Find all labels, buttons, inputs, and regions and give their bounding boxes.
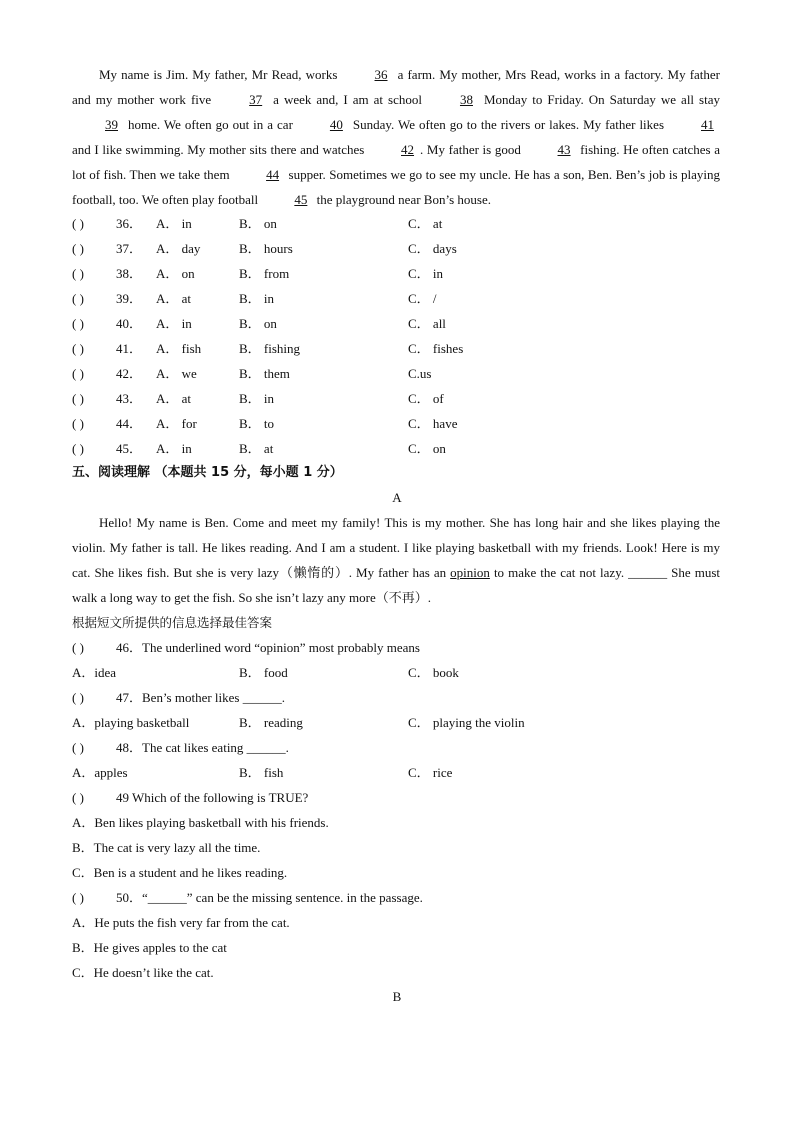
question-text: 46．The underlined word “opinion” most probably means	[116, 640, 420, 655]
blank-39: 39	[105, 117, 118, 132]
answer-blank[interactable]: ( )	[72, 416, 84, 431]
cloze-text: and I like swimming. My mother sits there and watches	[72, 142, 369, 157]
cloze-text: a farm. My mother, Mrs Read, works in a factory. My father and my mother work five	[72, 67, 720, 107]
option-b: B． reading	[239, 715, 303, 730]
question-row	[72, 311, 732, 336]
option-b: B． on	[239, 216, 277, 231]
option-a: A． at	[156, 391, 192, 406]
blank-43: 43	[557, 142, 571, 157]
question-stem	[72, 685, 732, 710]
reading-text: Hello! My name is Ben. Come and meet my family! This is my mother. She has long hair and she likes playing the violin. My father is tall. He likes reading. And I am a student. I like playing basketball with my friends. Look! Here is my cat. She likes fish. But she is very lazy（懒惰的）. My father has an	[72, 515, 720, 580]
question-row	[72, 211, 732, 236]
answer-blank[interactable]: ( )	[72, 216, 84, 231]
blank-42: 42	[401, 142, 415, 157]
question-number: 40．	[116, 316, 143, 331]
option-a: A． in	[156, 441, 192, 456]
option-c: C． book	[408, 665, 459, 680]
option-a: A． day	[156, 241, 201, 256]
blank-45: 45	[294, 192, 308, 207]
option-b: B． in	[239, 391, 275, 406]
question-number: 39．	[116, 291, 143, 306]
underlined-word: opinion	[450, 565, 490, 580]
answer-blank[interactable]: ( )	[72, 341, 84, 356]
option-b: B． fish	[239, 765, 284, 780]
question-number: 42．	[116, 366, 143, 381]
blank-40: 40	[329, 117, 343, 132]
option-c: C． rice	[408, 765, 453, 780]
option-c: C.us	[408, 366, 432, 381]
reading-passage	[72, 510, 720, 610]
option-b: B．The cat is very lazy all the time.	[72, 840, 261, 855]
blank-36: 36	[374, 67, 388, 82]
cloze-text: home. We often go out in a car	[124, 117, 297, 132]
answer-blank[interactable]: ( )	[72, 790, 84, 805]
blank-38: 38	[459, 92, 473, 107]
question-number: 44．	[116, 416, 143, 431]
option-row	[72, 910, 732, 935]
option-b: B． food	[239, 665, 288, 680]
question-row	[72, 386, 732, 411]
option-b: B． hours	[239, 241, 293, 256]
question-row	[72, 411, 732, 436]
question-stem	[72, 785, 732, 810]
answer-blank[interactable]: ( )	[72, 241, 84, 256]
question-number: 38．	[116, 266, 143, 281]
cloze-text: My name is Jim. My father, Mr Read, works	[99, 67, 342, 82]
blank-41: 41	[701, 117, 714, 132]
question-stem	[72, 635, 732, 660]
option-c: C． have	[408, 416, 458, 431]
option-a: A． in	[156, 316, 192, 331]
instruction: 根据短文所提供的信息选择最佳答案	[72, 615, 273, 630]
option-a: A． at	[156, 291, 192, 306]
question-row	[72, 336, 732, 361]
question-number: 41．	[116, 341, 143, 356]
answer-blank[interactable]: ( )	[72, 291, 84, 306]
option-b: B． in	[239, 291, 275, 306]
option-b: B． at	[239, 441, 274, 456]
reading-question-list	[72, 635, 732, 985]
question-text: 50．“______” can be the missing sentence. in the passage.	[116, 890, 423, 905]
option-row	[72, 935, 732, 960]
passage-letter-b: B	[392, 989, 402, 1004]
cloze-text: a week and, I am at school	[268, 92, 427, 107]
cloze-passage	[72, 62, 720, 212]
question-number: 43．	[116, 391, 143, 406]
question-number: 36．	[116, 216, 143, 231]
blank-37: 37	[249, 92, 263, 107]
option-row	[72, 860, 732, 885]
option-b: B． to	[239, 416, 275, 431]
question-number: 37．	[116, 241, 143, 256]
option-row	[72, 660, 732, 685]
cloze-text: supper. Sometimes we go to see my uncle. He has a son, Ben. Ben’s job is playing football, too. We often play football	[72, 167, 720, 207]
option-c: C． of	[408, 391, 444, 406]
option-a: A．apples	[72, 765, 128, 780]
option-a: A．idea	[72, 665, 117, 680]
option-a: A． for	[156, 416, 197, 431]
cloze-text: Sunday. We often go to the rivers or lakes. My father likes	[348, 117, 668, 132]
option-a: A． fish	[156, 341, 202, 356]
question-stem	[72, 735, 732, 760]
answer-blank[interactable]: ( )	[72, 640, 84, 655]
option-b: B． them	[239, 366, 290, 381]
question-number: 45．	[116, 441, 143, 456]
option-row	[72, 960, 732, 985]
answer-blank[interactable]: ( )	[72, 441, 84, 456]
cloze-text: . My father is good	[420, 142, 525, 157]
option-c: C． on	[408, 441, 446, 456]
option-c: C． at	[408, 216, 443, 231]
cloze-text: the playground near Bon’s house.	[313, 192, 491, 207]
option-c: C． /	[408, 291, 437, 306]
question-stem	[72, 885, 732, 910]
cloze-text: fishing. He often catches a lot of fish. Then we take them	[72, 142, 720, 182]
option-c: C．He doesn’t like the cat.	[72, 965, 214, 980]
option-b: B． on	[239, 316, 277, 331]
answer-blank[interactable]: ( )	[72, 391, 84, 406]
option-a: A． in	[156, 216, 192, 231]
question-row	[72, 436, 732, 461]
answer-blank[interactable]: ( )	[72, 740, 84, 755]
answer-blank[interactable]: ( )	[72, 366, 84, 381]
answer-blank[interactable]: ( )	[72, 316, 84, 331]
question-row	[72, 361, 732, 386]
option-row	[72, 710, 732, 735]
question-text: 47．Ben’s mother likes ______.	[116, 690, 285, 705]
option-c: C． days	[408, 241, 457, 256]
option-a: A． on	[156, 266, 195, 281]
option-c: C． playing the violin	[408, 715, 525, 730]
section-title: 五、阅读理解 （本题共 15 分，每小题 1 分）	[72, 465, 343, 480]
option-c: C． fishes	[408, 341, 464, 356]
cloze-question-list	[72, 211, 732, 461]
question-text: 48．The cat likes eating ______.	[116, 740, 289, 755]
question-text: 49 Which of the following is TRUE?	[116, 790, 309, 805]
question-row	[72, 286, 732, 311]
option-c: C． all	[408, 316, 446, 331]
passage-letter-a: A	[392, 490, 402, 505]
option-a: A． we	[156, 366, 197, 381]
option-row	[72, 835, 732, 860]
option-b: B． from	[239, 266, 290, 281]
answer-blank[interactable]: ( )	[72, 890, 84, 905]
option-a: A．He puts the fish very far from the cat.	[72, 915, 290, 930]
question-row	[72, 236, 732, 261]
option-row	[72, 760, 732, 785]
cloze-text: Monday to Friday. On Saturday we all stay	[478, 92, 720, 107]
answer-blank[interactable]: ( )	[72, 266, 84, 281]
blank-44: 44	[266, 167, 280, 182]
reading-text: to make the cat not lazy. ______ She must walk a long way to get the fish. So she isn’t lazy any more（不再）.	[72, 565, 720, 605]
answer-blank[interactable]: ( )	[72, 690, 84, 705]
option-a: A．playing basketball	[72, 715, 190, 730]
option-c: C．Ben is a student and he likes reading.	[72, 865, 288, 880]
option-c: C． in	[408, 266, 444, 281]
option-a: A．Ben likes playing basketball with his friends.	[72, 815, 329, 830]
option-b: B． fishing	[239, 341, 301, 356]
option-row	[72, 810, 732, 835]
option-b: B．He gives apples to the cat	[72, 940, 227, 955]
question-row	[72, 261, 732, 286]
